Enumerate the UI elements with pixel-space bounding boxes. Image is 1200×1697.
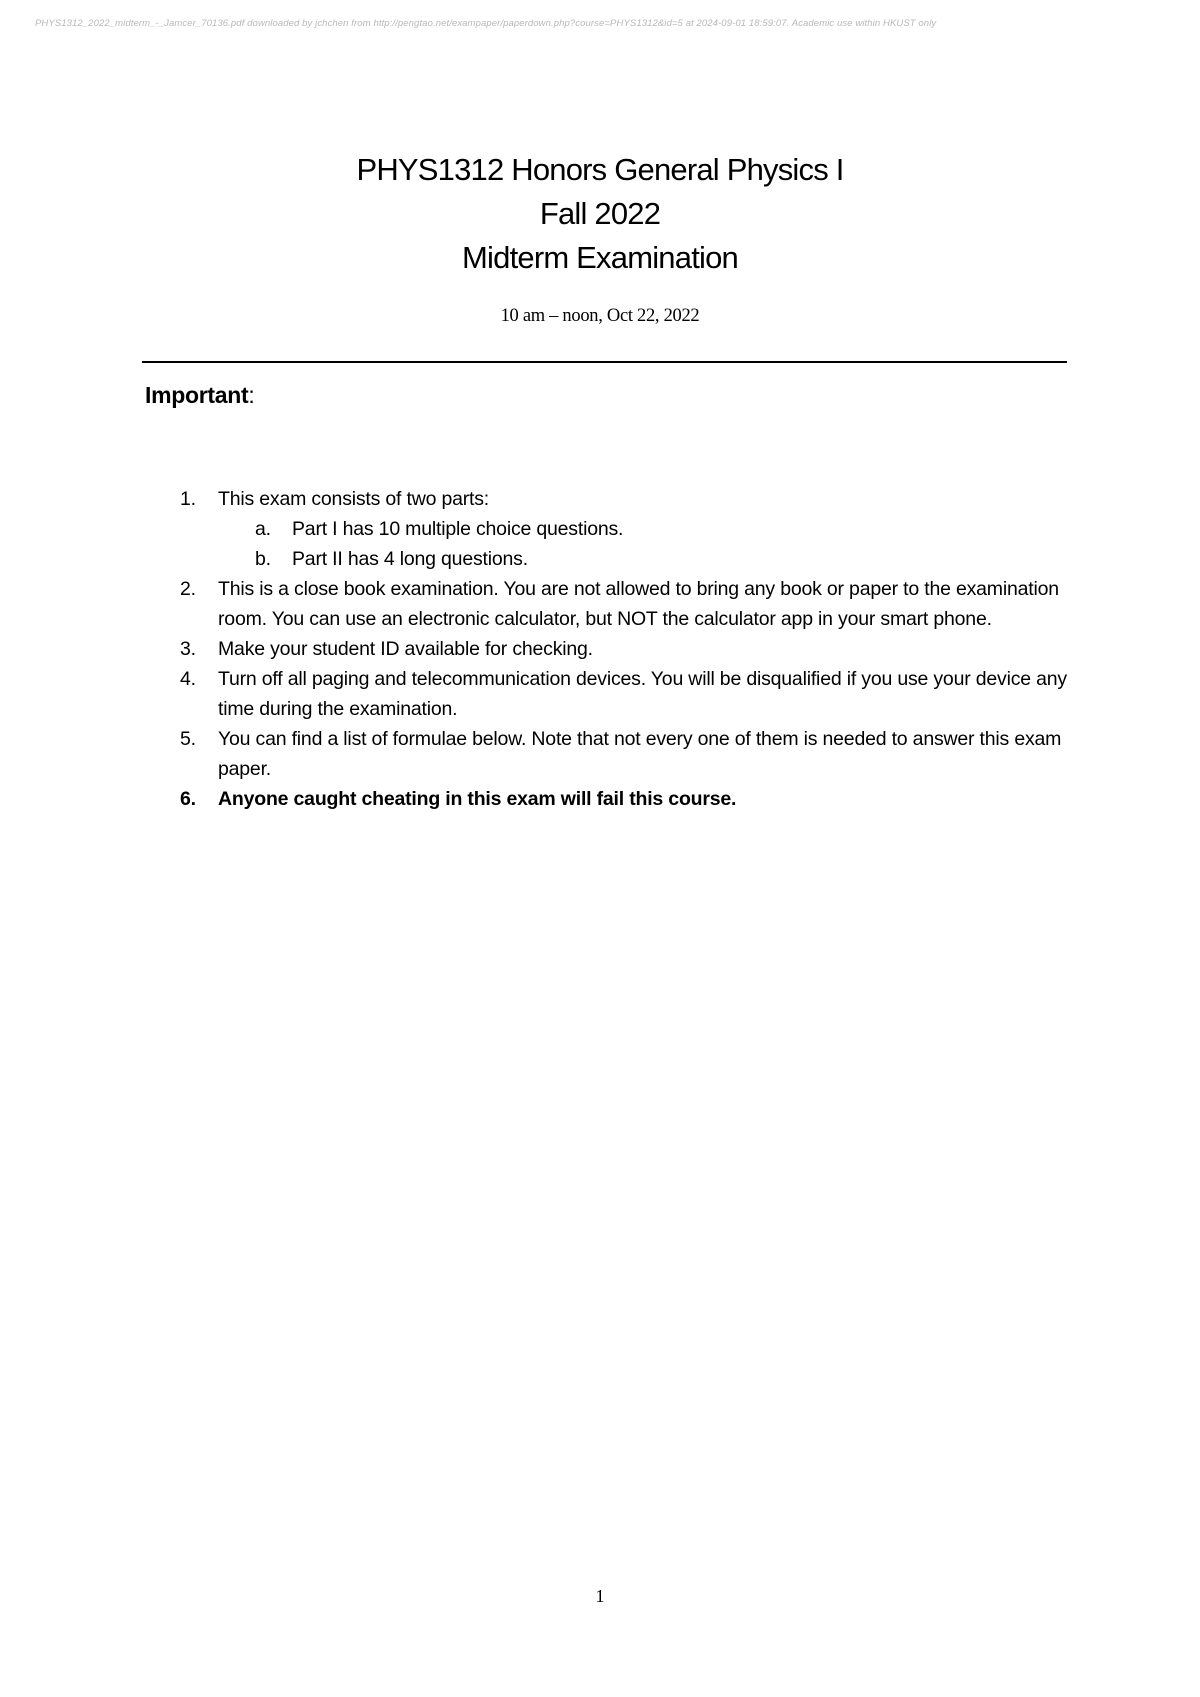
instruction-number: 3. xyxy=(180,638,196,660)
instruction-number: 4. xyxy=(180,668,196,690)
exam-name: Midterm Examination xyxy=(462,240,738,275)
instruction-item xyxy=(180,574,1070,634)
exam-title-block xyxy=(0,148,1200,280)
instruction-sublist xyxy=(218,514,1070,574)
instruction-item xyxy=(180,484,1070,574)
important-heading xyxy=(145,382,254,409)
download-watermark: PHYS1312_2022_midterm_-_Jamcer_70136.pdf downloaded by jchchen from http://pengtao.net/exampaper/paperdown.php?course=PHYS1312&id=5 at 2024-09-01 18:59:07. Academic use within HKUST only xyxy=(35,18,937,29)
instruction-item xyxy=(180,724,1070,784)
sub-instruction-text: Part II has 4 long questions. xyxy=(292,548,528,570)
instruction-number: 5. xyxy=(180,728,196,750)
sub-instruction-item xyxy=(255,544,1070,574)
sub-instruction-text: Part I has 10 multiple choice questions. xyxy=(292,518,624,540)
instruction-text: This is a close book examination. You are not allowed to bring any book or paper to the examination room. You can use an electronic calculator, but NOT the calculator app in your smart phone. xyxy=(218,578,1059,630)
header-divider xyxy=(142,361,1067,363)
instruction-text: Turn off all paging and telecommunication devices. You will be disqualified if you use your device any time during the examination. xyxy=(218,668,1067,720)
important-colon: : xyxy=(248,382,255,408)
sub-instruction-letter: b. xyxy=(255,548,271,570)
sub-instruction-item xyxy=(255,514,1070,544)
instruction-item xyxy=(180,664,1070,724)
instruction-text: Make your student ID available for checking. xyxy=(218,638,593,660)
course-title: PHYS1312 Honors General Physics I xyxy=(356,152,844,187)
instruction-number: 2. xyxy=(180,578,196,600)
page-number: 1 xyxy=(595,1586,605,1606)
instruction-number: 1. xyxy=(180,488,196,510)
instruction-text: You can find a list of formulae below. Note that not every one of them is needed to answer this exam paper. xyxy=(218,728,1062,780)
instruction-item xyxy=(180,634,1070,664)
instruction-number: 6. xyxy=(180,788,196,810)
instruction-text: This exam consists of two parts: xyxy=(218,488,490,510)
instruction-item-cheating-warning xyxy=(180,784,1070,814)
instructions-list xyxy=(180,484,1070,814)
sub-instruction-letter: a. xyxy=(255,518,271,540)
important-label: Important xyxy=(145,382,249,408)
exam-schedule: 10 am – noon, Oct 22, 2022 xyxy=(500,306,700,326)
instruction-text: Anyone caught cheating in this exam will fail this course. xyxy=(218,788,737,810)
term: Fall 2022 xyxy=(539,196,661,231)
